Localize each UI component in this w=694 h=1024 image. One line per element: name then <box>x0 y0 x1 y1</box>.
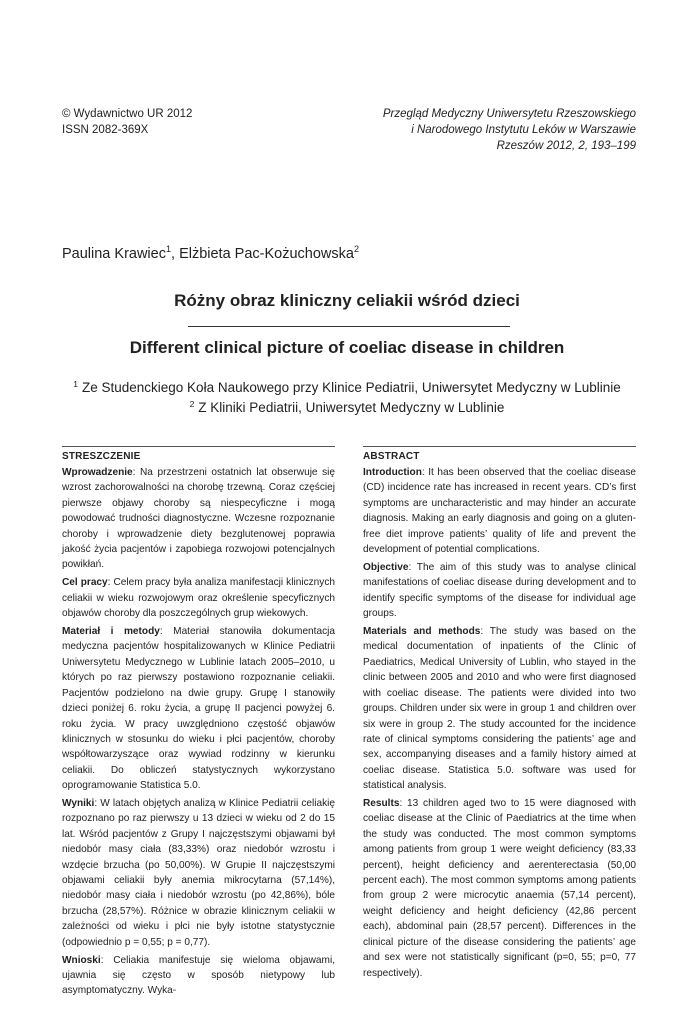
section-label: Wprowadzenie <box>62 467 133 478</box>
section-text: : 13 children aged two to 15 were diagnosed with coeliac disease at the Clinic of Paediatrics at the time when the study was conducted. The most common symptoms among patients from group 1 were weight deficiency (83,33 percent), height deficiency and aerenterectasia (50,00 percent each). The most common symptoms among patients from group 2 were microcytic anaemia (57,14 percent), weight deficiency and height deficiency (42,86 percent each), abdominal pain (28,57 percent). Differences in the clinical picture of the disease considering the patients’ age and sex were not statistically significant (p=0, 55; p=0, 77 respectively). <box>363 798 636 979</box>
abstract-section <box>363 624 636 793</box>
streszczenie-column <box>62 446 335 1001</box>
streszczenie-section <box>62 796 335 950</box>
citation: Rzeszów 2012, 2, 193–199 <box>496 140 636 152</box>
affiliation-text: Z Kliniki Pediatrii, Uniwersytet Medyczny w Lublinie <box>198 400 505 415</box>
title-divider <box>188 326 510 327</box>
section-label: Wyniki <box>62 798 95 810</box>
affiliation <box>0 398 694 418</box>
section-text: : Celem pracy była analiza manifestacji klinicznych celiakii w wieku rozwojowym oraz określenie specyficznych objawów choroby dla poszczególnych grup wiekowych. <box>62 577 335 620</box>
section-text: : W latach objętych analizą w Klinice Pediatrii celiakię rozpoznano po raz pierwszy u 13 dzieci w wieku od 2 do 15 lat. Wśród pacjentów z Grupy I najczęstszymi objawami był niedobór masy ciała (83,33%) oraz niedobór wzrostu i wzdęcie brzucha (po 50,00%). W Grupie II najczęstszymi objawami celiakii były anemia mikrocytarna (57,14%), niedobór masy ciała i niedobór wzrostu (po 42,86%), bóle brzucha (28,57%). Różnice w obrazie klinicznym celiakii w zależności od wieku i płci nie były istotne statystycznie (odpowiednio p = 0,55; p = 0,77). <box>62 798 335 948</box>
streszczenie-section <box>62 953 335 999</box>
affiliation <box>0 378 694 398</box>
issn: ISSN 2082-369X <box>62 124 149 136</box>
streszczenie-section <box>62 465 335 573</box>
section-text: : It has been observed that the coeliac disease (CD) incidence rate has increased in recent years. CD’s first symptoms are uncharacteristic and may hinder an accurate diagnosis. Making an early diagnosis and going on a gluten-free diet improve patients’ quality of life and prevent the development of potential complications. <box>363 467 636 556</box>
streszczenie-section <box>62 575 335 621</box>
section-label: Materiał i metody <box>62 626 160 638</box>
section-text: : The aim of this study was to analyse clinical manifestations of coeliac disease during development and to identify specific symptoms of the disease for individual age groups. <box>363 561 636 620</box>
author-separator: , <box>171 246 180 262</box>
section-text: : Materiał stanowiła dokumentacja medyczna pacjentów hospitalizowanych w Klinice Pediatrii Uniwersytetu Medycznego w Lublinie latach 2005–2010, u których po raz pierwszy postawiono rozpoznanie celiakii. Pacjentów podzielono na dwie grupy. Grupę I stanowiły dzieci poniżej 6. roku życia, a grupę II pacjenci powyżej 6. roku życia. W pracy uwzględniono częstość objawów klinicznych w stosunku do wieku i płci pacjentów, choroby współtowarzyszące oraz wywiad rodzinny w kierunku celiakii. Do obliczeń statystycznych wykorzystano oprogramowanie Statistica 5.0. <box>62 626 335 792</box>
abstract-column <box>363 446 636 983</box>
publisher: © Wydawnictwo UR 2012 <box>62 108 193 120</box>
affiliations <box>0 378 694 418</box>
section-label: Objective <box>363 561 409 573</box>
streszczenie-heading: STRESZCZENIE <box>62 451 141 462</box>
publisher-info <box>62 106 192 138</box>
author-name: Paulina Krawiec <box>62 246 166 262</box>
author-name: Elżbieta Pac-Kożuchowska <box>179 246 354 262</box>
section-label: Materials and methods <box>363 626 481 638</box>
abstract-heading: ABSTRACT <box>363 451 420 462</box>
title-polish: Różny obraz kliniczny celiakii wśród dzieci <box>174 291 520 310</box>
section-label: Wnioski <box>62 954 101 966</box>
affiliation-mark: 1 <box>73 379 78 389</box>
journal-info <box>383 106 636 154</box>
title-english: Different clinical picture of coeliac disease in children <box>129 338 565 357</box>
affiliation-text: Ze Studenckiego Koła Naukowego przy Klinice Pediatrii, Uniwersytet Medyczny w Lublinie <box>81 380 621 395</box>
streszczenie-section <box>62 624 335 793</box>
section-text: : Celiakia manifestuje się wieloma objawami, ujawnia się często w sposób nietypowy lub asymptomatyczny. Wyka- <box>62 954 335 997</box>
authors <box>62 246 359 262</box>
section-label: Introduction <box>363 467 422 478</box>
section-label: Cel pracy <box>62 577 108 589</box>
abstract-section <box>363 796 636 981</box>
author-affiliation-mark: 1 <box>165 244 171 254</box>
abstract-section <box>363 465 636 557</box>
journal-line2: i Narodowego Instytutu Leków w Warszawie <box>411 124 636 136</box>
affiliation-mark: 2 <box>189 399 195 409</box>
author-affiliation-mark: 2 <box>353 244 359 254</box>
section-label: Results <box>363 798 400 810</box>
section-text: : The study was based on the medical documentation of inpatients of the Clinic of Paediatrics, Medical University of Lublin, who stayed in the clinic between 2005 and 2010 and who were first diagnosed with coeliac disease. The patients were divided into two groups. Children under six were in group 1 and children over six were in group 2. The study accounted for the incidence rate of clinical symptoms considering the patients’ age and sex, accompanying diseases and a family history aimed at coeliac disease. Statistica 5.0. software was used for statistical analysis. <box>363 626 636 792</box>
section-text: : Na przestrzeni ostatnich lat obserwuje się wzrost zachorowalności na chorobę trzewną. Coraz częściej pierwsze objawy choroby są niespecyficzne i mogą powodować trudności diagnostyczne. Wczesne rozpoznanie choroby i wprowadzenie diety bezglutenowej poprawia jakość życia pacjentów i zapobiega rozwojowi potencjalnych powikłań. <box>62 467 335 571</box>
abstract-section <box>363 560 636 622</box>
journal-line1: Przegląd Medyczny Uniwersytetu Rzeszowskiego <box>382 108 636 120</box>
